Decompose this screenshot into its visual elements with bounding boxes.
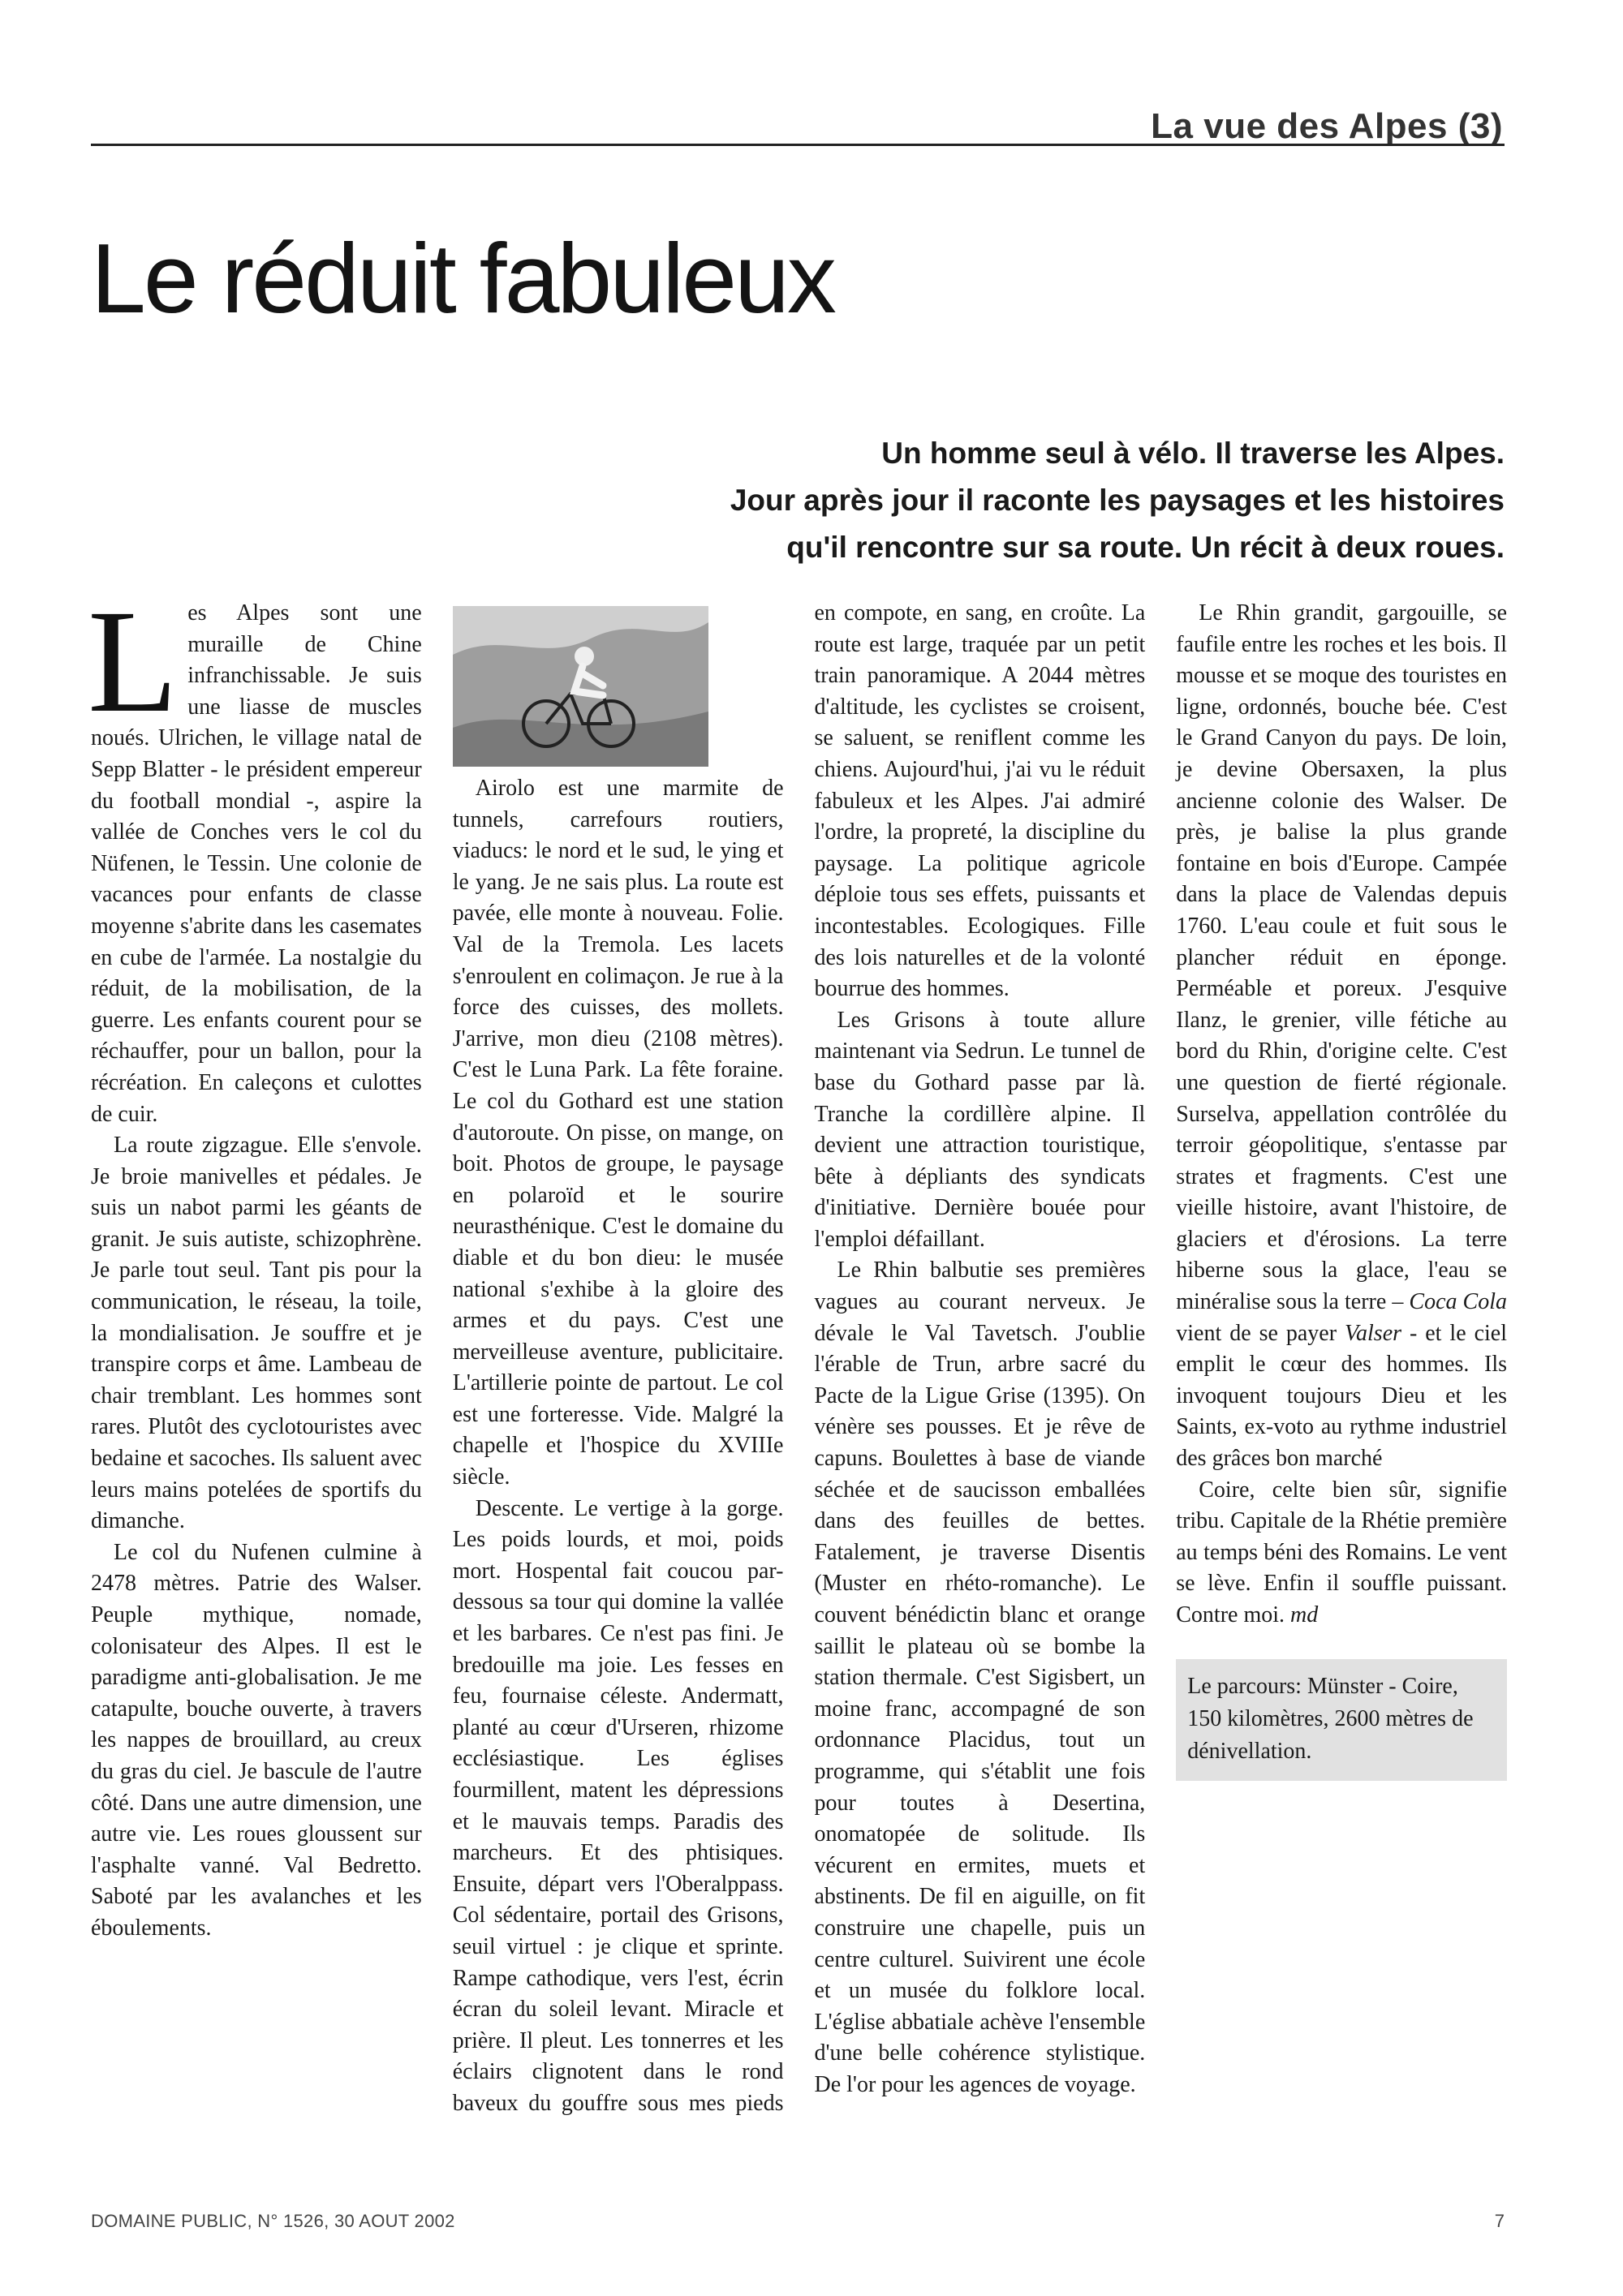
lede-line: Un homme seul à vélo. Il traverse les Alpes. — [881, 436, 1505, 470]
article-body — [88, 580, 1508, 2148]
publication-footer: DOMAINE PUBLIC, N° 1526, 30 AOUT 2002 — [91, 2211, 455, 2231]
route-info-box: Le parcours: Münster - Coire, 150 kilomètres, 2600 mètres de dénivellation. — [1176, 1659, 1507, 1781]
header-rule — [91, 144, 1505, 146]
headline: Le réduit fabuleux — [91, 223, 834, 333]
paragraph: Le Rhin balbutie ses premières vagues au courant nerveux. Je dévale le Val Tavetsch. J'oublie l'érable de Trun, arbre sacré du Pacte de la Ligue Grise (1395). On vénère ses pousses. Et je rêve de capuns. Boulettes à base de viande séchée et de saucisson emballées dans des feuilles de bettes. Fatalement, je traverse Disentis (Muster en rhéto-romanche). Le couvent bénédictin blanc et orange saillit le plateau où se bombe la station thermale. C'est Sigisbert, un moine franc, accompagné de son ordonnance Placidus, tout un programme, qui s'établit une fois pour toutes à Desertina, onomatopée de solitude. Ils vécurent en ermites, muets et abstinents. De fil en aiguille, on fit construire une chapelle, puis un centre culturel. Suivirent une école et un musée du folklore local. L'église abbatiale achève l'ensemble d'une belle cohérence stylistique. De l'or pour les agences de voyage. — [814, 1258, 1146, 2097]
author-signature: md — [1290, 1602, 1319, 1627]
lede-line: Jour après jour il raconte les paysages et les histoires — [730, 484, 1505, 517]
lede — [368, 430, 1505, 571]
page-number: 7 — [1494, 2211, 1505, 2231]
drop-cap: L — [88, 580, 179, 743]
paragraph: Descente. Le vertige à la gorge. Les poids lourds, et moi, poids mort. Hospental fait coucou par-dessous sa tour qui domine la vallée et les barbares. Ce n'est pas fini. Je bredouille ma joie. Les fesses en feu, fournaise céleste. Andermatt, planté au cœur d'Urseren, rhizome ecclésiastique. Les églises fourmillent, matent les dépressions et le mauvais temps. Paradis des marcheurs. Et des phtisiques. Ensuite, départ vers l'Oberalppass. Col sédentaire, portail des Grisons, seuil virtuel : je clique et sprinte. Rampe cathodique, vers l'est, écrin écran du soleil levant. Miracle et prière. Il pleut. Les tonnerres et les éclairs clignotent dans le rond baveux du gouffre sous mes pieds en compote, en sang, en croûte. La route est large, traquée par un petit train panoramique. A 2044 mètres d'altitude, les cyclistes se croisent, se saluent, se reniflent comme les chiens. Aujourd'hui, j'ai vu le réduit fabuleux et les Alpes. J'ai admiré l'ordre, la propreté, la discipline du paysage. La politique agricole déploie tous ses effets, puissants et incontestables. Ecologiques. Fille des lois naturelles et de la volonté bourrue des hommes. — [452, 600, 1146, 2116]
cyclist-photo — [453, 606, 708, 767]
paragraph: Le col du Nufenen culmine à 2478 mètres. Patrie des Walser. Peuple mythique, nomade, colonisateur des Alpes. Il est le paradigme anti-globalisation. Je me catapulte, bouche ouverte, à travers les nappes de brouillard, au creux du gras du ciel. Je bascule de l'autre côté. Dans une autre dimension, une autre vie. Les roues gloussent sur l'asphalte vanné. Val Bedretto. Saboté par les avalanches et les éboulements. — [91, 1539, 422, 1941]
paragraph: Airolo est une marmite de tunnels, carrefours routiers, viaducs: le nord et le sud, le ying et le yang. Je ne sais plus. La route est pavée, elle monte à nouveau. Folie. Val de la Tremola. Les lacets s'enroulent en colimaçon. Je rue à la force des cuisses, des mollets. J'arrive, mon dieu (2108 mètres). C'est le Luna Park. La fête foraine. Le col du Gothard est une station d'autoroute. On pisse, on mange, on boit. Photos de groupe, le paysage en polaroïd et le sourire neurasthénique. C'est le domaine du diable et du bon dieu: le musée national s'exhibe à la gloire des armes et du pays. C'est une merveilleuse aventure, publicitaire. L'artillerie pointe de partout. Le col est une forteresse. Vide. Malgré la chapelle et l'hospice du XVIIIe siècle. — [453, 598, 784, 1494]
paragraph: Coire, celte bien sûr, signifie tribu. Capitale de la Rhétie première au temps béni des Romains. Le vent se lève. Enfin il souffle puissant. Contre moi. md — [1176, 1477, 1507, 1627]
lede-line: qu'il rencontre sur sa route. Un récit à deux roues. — [786, 531, 1505, 564]
section-title: La vue des Alpes (3) — [1151, 106, 1503, 146]
paragraph: Le Rhin grandit, gargouille, se faufile entre les roches et les bois. Il mousse et se moque des touristes en ligne, ordonnés, bouche bée. C'est le Grand Canyon du pays. De loin, je devine Obersaxen, la plus ancienne colonie des Walser. De près, je balise la plus grande fontaine en bois d'Europe. Campée dans la place de Valendas depuis 1760. L'eau coule et fuit sous le plancher réduit en éponge. Perméable et poreux. J'esquive Ilanz, le grenier, ville fétiche au bord du Rhin, d'origine celte. C'est une question de fierté régionale. Surselva, appellation contrôlée du terroir géopolitique, s'entasse par strates et fragments. C'est une vieille histoire, avant l'histoire, de glaciers et d'érosions. La terre hiberne sous la glace, l'eau se minéralise sous la terre – Coca Cola vient de se payer Valser - et le ciel emplit le cœur des hommes. Ils invoquent toujours Dieu et les Saints, ex-voto au rythme industriel des grâces bon marché — [1176, 600, 1508, 1472]
paragraph: Les Grisons à toute allure maintenant via Sedrun. Le tunnel de base du Gothard passe par là. Tranche la cordillère alpine. Il devient une attraction touristique, bête à dépliants des syndicats d'initiative. Dernière bouée pour l'emploi défaillant. — [814, 1007, 1146, 1252]
paragraph: La route zigzague. Elle s'envole. Je broie manivelles et pédales. Je suis un nabot parmi les géants de granit. Je suis autiste, schizophrène. Je parle tout seul. Tant pis pour la communication, le réseau, la toile, la mondialisation. Je souffre et je transpire corps et âme. Lambeau de chair tremblant. Les hommes sont rares. Plutôt des cyclotouristes avec bedaine et sacoches. Ils saluent avec leurs mains potelées de sportifs du dimanche. — [91, 1133, 422, 1534]
paragraph: Les Alpes sont une muraille de Chine infranchissable. Je suis une liasse de muscles noués. Ulrichen, le village natal de Sepp Blatter - le président empereur du football mondial -, aspire la vallée de Conches vers le col du Nüfenen, le Tessin. Une colonie de vacances pour enfants de classe moyenne s'abrite dans les casemates en cube de l'armée. La nostalgie du réduit, de la mobilisation, de la guerre. Les enfants courent pour se réchauffer, pour un ballon, pour la récréation. En caleçons et culottes de cuir. — [88, 580, 422, 1127]
